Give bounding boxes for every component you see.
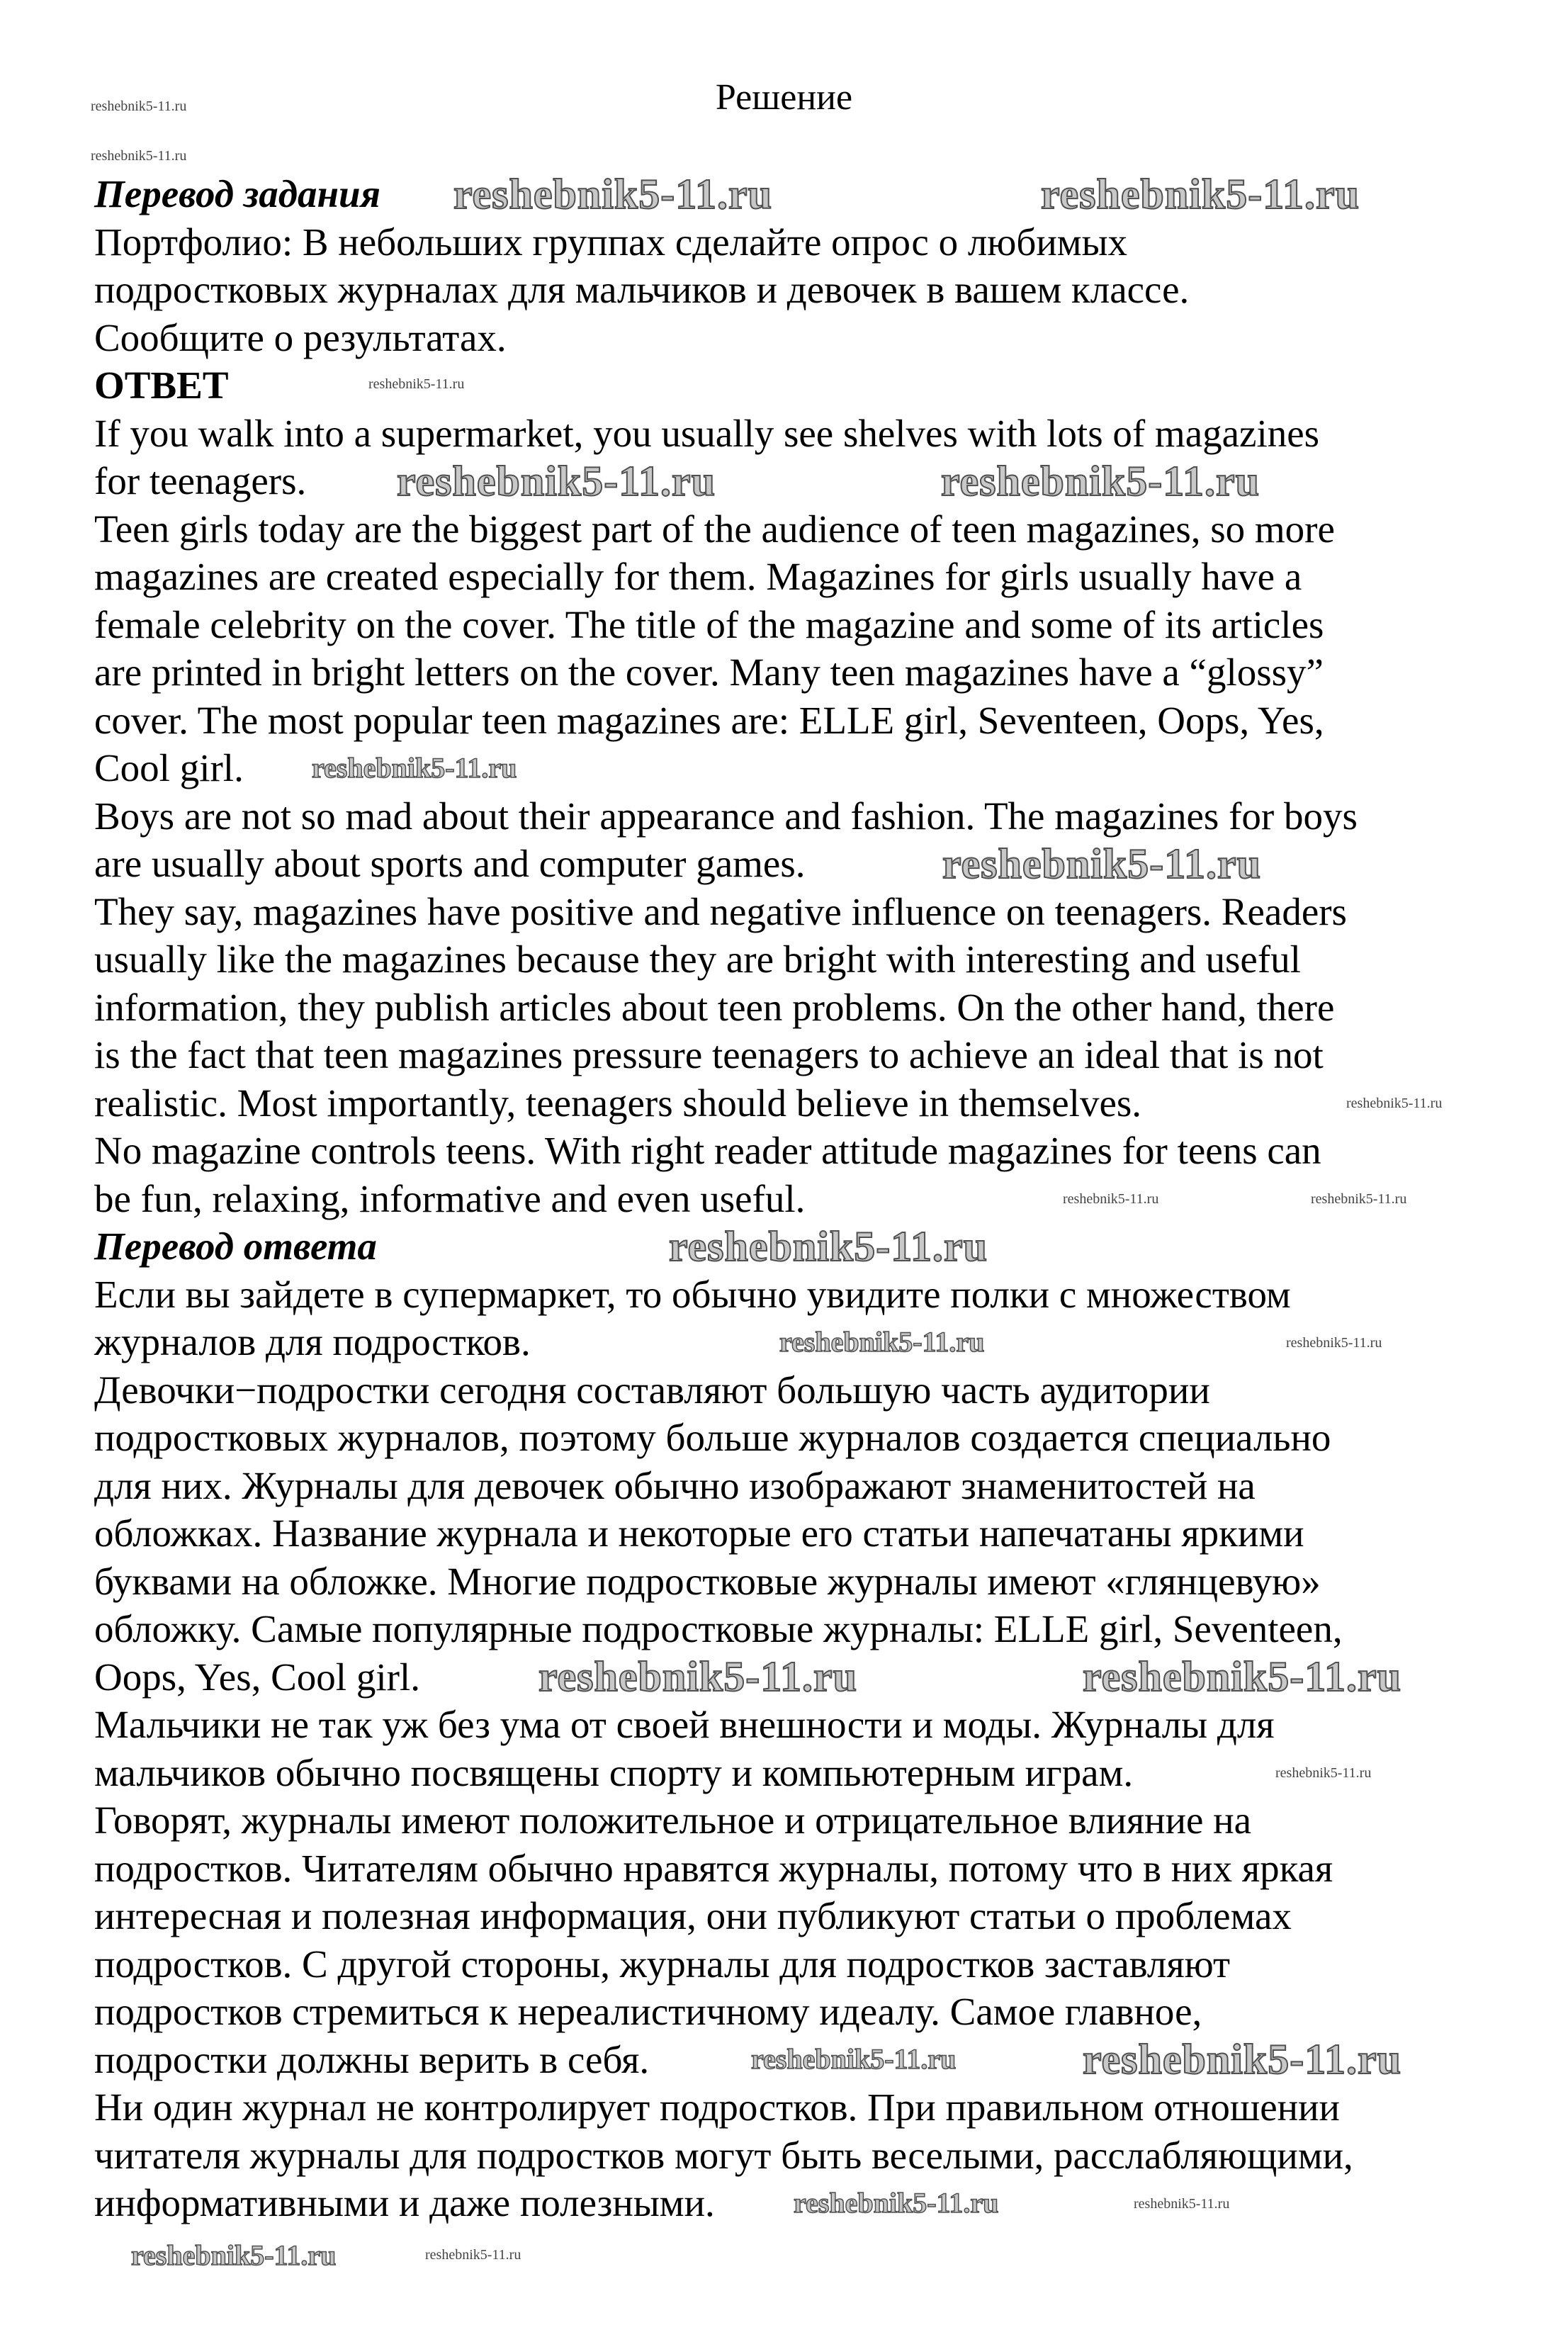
text-line: Девочки−подростки сегодня составляют большую часть аудитории bbox=[94, 1368, 1210, 1412]
section-heading: Перевод ответа bbox=[94, 1225, 377, 1268]
watermark-large: reshebnik5-11.ru bbox=[1083, 1653, 1401, 1700]
text-line: Сообщите о результатах. bbox=[94, 315, 507, 359]
watermark-medium: reshebnik5-11.ru bbox=[794, 2187, 999, 2219]
watermark-medium: reshebnik5-11.ru bbox=[751, 2043, 957, 2075]
text-line: буквами на обложке. Многие подростковые журналы имеют «глянцевую» bbox=[94, 1559, 1321, 1603]
text-line: для них. Журналы для девочек обычно изображают знаменитостей на bbox=[94, 1463, 1256, 1507]
text-line: подростков стремиться к нереалистичному идеалу. Самое главное, bbox=[94, 1990, 1202, 2033]
text-line: мальчиков обычно посвящены спорту и компьютерным играм. bbox=[94, 1750, 1134, 1794]
watermark-medium: reshebnik5-11.ru bbox=[312, 752, 517, 784]
text-line: подростков. Читателям обычно нравятся журналы, потому что в них яркая bbox=[94, 1846, 1333, 1890]
watermark-medium: reshebnik5-11.ru bbox=[131, 2239, 337, 2271]
watermark-small: reshebnik5-11.ru bbox=[1346, 1096, 1443, 1111]
text-line: обложку. Самые популярные подростковые журналы: ELLE girl, Seventeen, bbox=[94, 1607, 1343, 1650]
text-line: подростковых журналах для мальчиков и девочек в вашем классе. bbox=[94, 268, 1190, 311]
text-line: Если вы зайдете в супермаркет, то обычно увидите полки с множеством bbox=[94, 1272, 1291, 1316]
watermark-small: reshebnik5-11.ru bbox=[91, 148, 187, 164]
watermark-large: reshebnik5-11.ru bbox=[397, 458, 716, 505]
text-line: female celebrity on the cover. The title of the magazine and some of its articles bbox=[94, 602, 1324, 646]
text-line: are usually about sports and computer games. bbox=[94, 842, 806, 885]
text-line: cover. The most popular teen magazines are: ELLE girl, Seventeen, Oops, Yes, bbox=[94, 698, 1324, 742]
text-line: They say, magazines have positive and negative influence on teenagers. Readers bbox=[94, 889, 1347, 933]
text-line: Мальчики не так уж без ума от своей внешности и моды. Журналы для bbox=[94, 1703, 1275, 1746]
text-line: Говорят, журналы имеют положительное и отрицательное влияние на bbox=[94, 1799, 1252, 1842]
text-line: Oops, Yes, Cool girl. bbox=[94, 1655, 420, 1699]
text-line: подростки должны верить в себя. bbox=[94, 2037, 650, 2081]
text-line: журналов для подростков. bbox=[94, 1320, 531, 1363]
text-line: Teen girls today are the biggest part of the audience of teen magazines, so more bbox=[94, 507, 1335, 551]
text-line: are printed in bright letters on the cover. Many teen magazines have a “glossy” bbox=[94, 651, 1324, 694]
text-line: usually like the magazines because they are bright with interesting and useful bbox=[94, 938, 1301, 981]
text-line: magazines are created especially for them. Magazines for girls usually have a bbox=[94, 555, 1302, 598]
text-line: информативными и даже полезными. bbox=[94, 2181, 715, 2224]
watermark-large: reshebnik5-11.ru bbox=[1083, 2036, 1401, 2083]
watermark-small: reshebnik5-11.ru bbox=[368, 376, 465, 392]
text-line: information, they publish articles about teen problems. On the other hand, there bbox=[94, 985, 1335, 1029]
text-line: Ни один журнал не контролирует подростков. При правильном отношении bbox=[94, 2086, 1340, 2129]
watermark-medium: reshebnik5-11.ru bbox=[779, 1326, 985, 1358]
text-line: Cool girl. bbox=[94, 746, 244, 789]
text-line: Портфолио: В небольших группах сделайте опрос о любимых bbox=[94, 220, 1128, 264]
watermark-small: reshebnik5-11.ru bbox=[91, 99, 187, 114]
watermark-large: reshebnik5-11.ru bbox=[1041, 171, 1360, 218]
text-line: читателя журналы для подростков могут быть веселыми, расслабляющими, bbox=[94, 2133, 1353, 2177]
watermark-large: reshebnik5-11.ru bbox=[669, 1223, 988, 1270]
text-line: обложках. Название журнала и некоторые его статьи напечатаны яркими bbox=[94, 1512, 1304, 1555]
text-line: If you walk into a supermarket, you usually see shelves with lots of magazines bbox=[94, 411, 1320, 455]
watermark-large: reshebnik5-11.ru bbox=[941, 458, 1260, 505]
text-line: realistic. Most importantly, teenagers should believe in themselves. bbox=[94, 1081, 1142, 1125]
text-line: be fun, relaxing, informative and even useful. bbox=[94, 1176, 806, 1220]
watermark-large: reshebnik5-11.ru bbox=[538, 1653, 857, 1700]
watermark-small: reshebnik5-11.ru bbox=[1134, 2196, 1230, 2212]
text-line: for teenagers. bbox=[94, 459, 307, 502]
section-heading: Перевод задания bbox=[94, 172, 380, 215]
text-line: подростковых журналов, поэтому больше журналов создается специально bbox=[94, 1416, 1331, 1459]
text-line: интересная и полезная информация, они публикуют статьи о проблемах bbox=[94, 1894, 1292, 1937]
watermark-small: reshebnik5-11.ru bbox=[1311, 1191, 1407, 1207]
page-title: Решение bbox=[715, 77, 853, 118]
section-heading: ОТВЕТ bbox=[94, 364, 229, 407]
watermark-large: reshebnik5-11.ru bbox=[453, 171, 772, 218]
watermark-large: reshebnik5-11.ru bbox=[942, 840, 1261, 887]
text-line: подростков. С другой стороны, журналы для подростков заставляют bbox=[94, 1942, 1231, 1986]
watermark-small: reshebnik5-11.ru bbox=[1063, 1191, 1159, 1207]
watermark-small: reshebnik5-11.ru bbox=[1286, 1335, 1382, 1351]
watermark-small: reshebnik5-11.ru bbox=[425, 2247, 521, 2263]
text-line: No magazine controls teens. With right reader attitude magazines for teens can bbox=[94, 1129, 1321, 1172]
text-line: is the fact that teen magazines pressure teenagers to achieve an ideal that is not bbox=[94, 1033, 1324, 1076]
watermark-small: reshebnik5-11.ru bbox=[1275, 1765, 1372, 1781]
text-line: Boys are not so mad about their appearance and fashion. The magazines for boys bbox=[94, 794, 1358, 838]
